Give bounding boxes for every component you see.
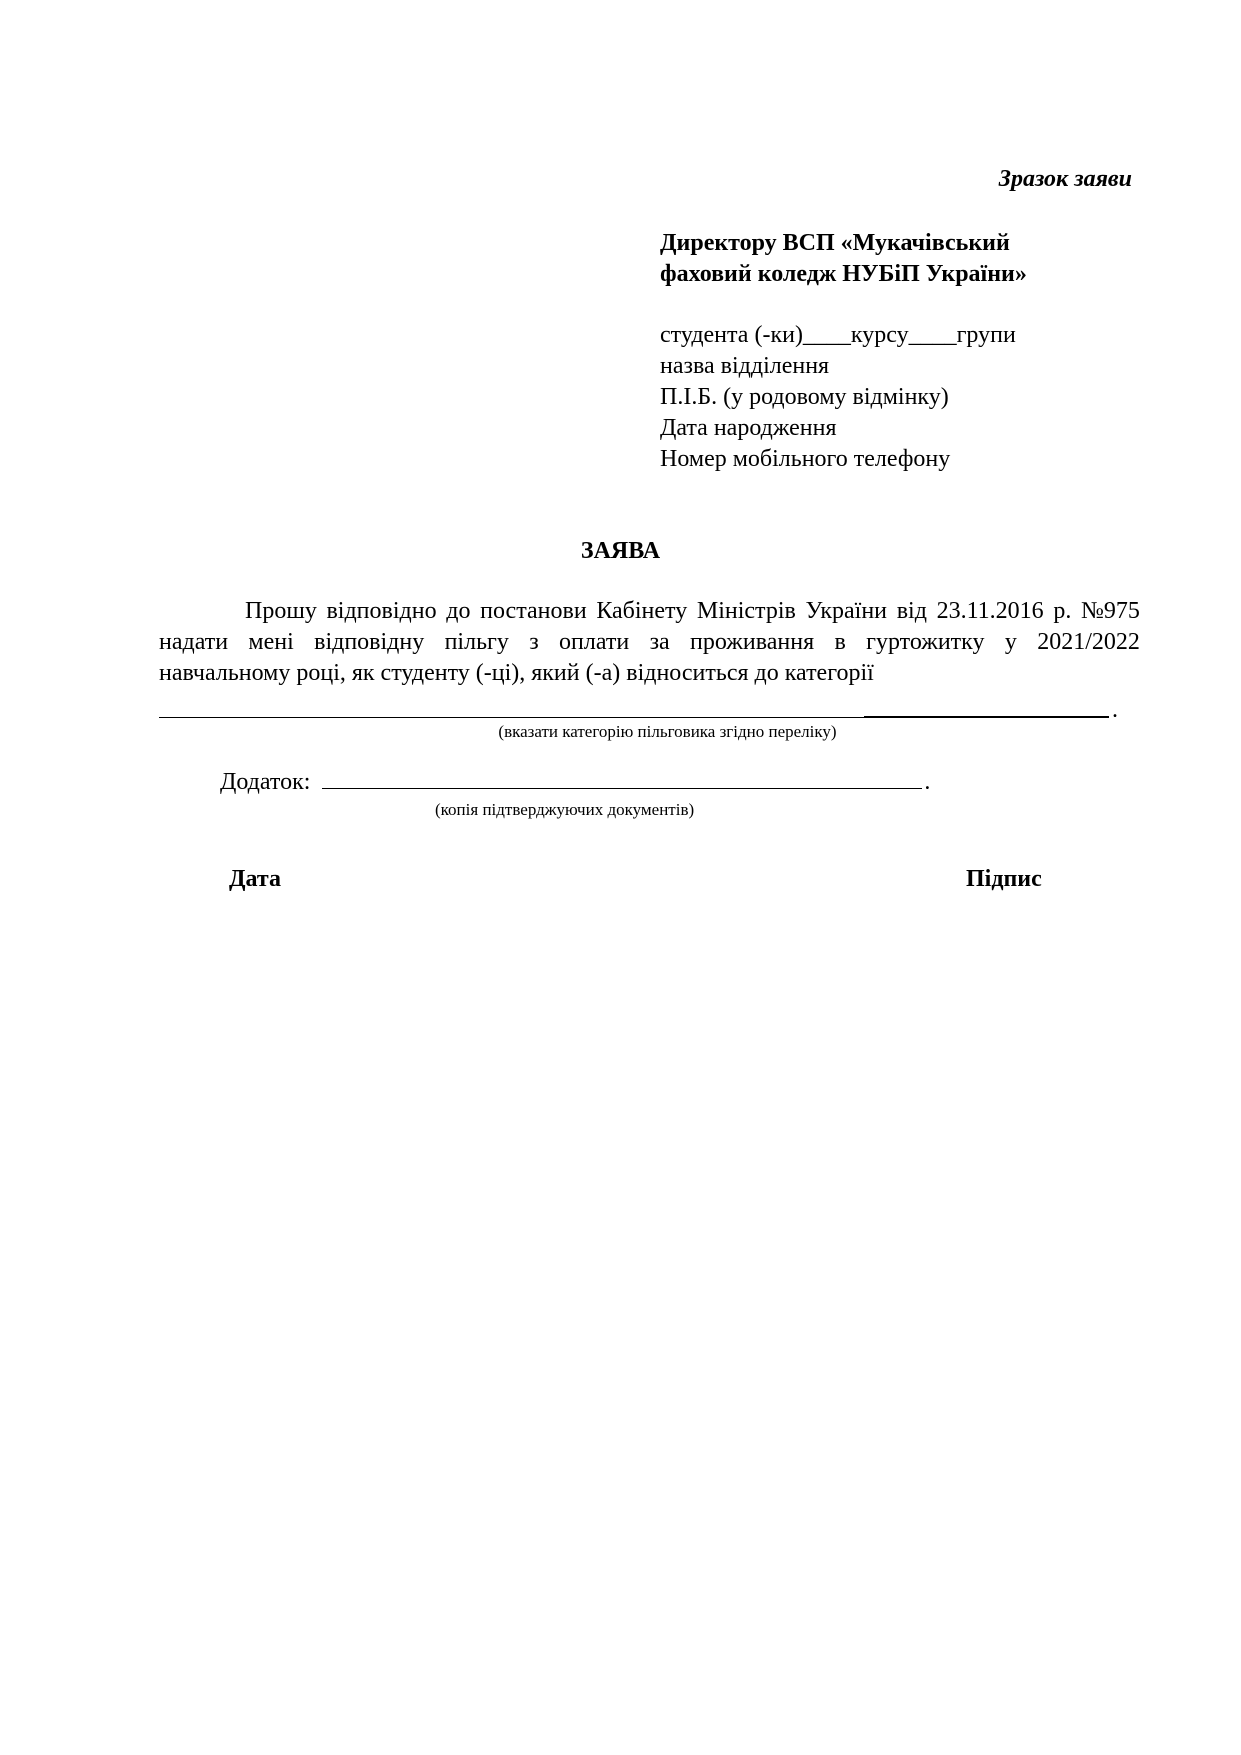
signature-label: Підпис bbox=[966, 866, 1042, 892]
attachment-row bbox=[220, 766, 930, 797]
category-hint: (вказати категорію пільговика згідно переліку) bbox=[498, 722, 837, 741]
body-word: 23.11.2016 bbox=[936, 598, 1044, 624]
body-word: від bbox=[896, 598, 927, 624]
addressee-line: фаховий коледж НУБіП України» bbox=[660, 261, 1027, 287]
category-underline bbox=[159, 717, 864, 718]
addressee-line: Директору ВСП «Мукачівський bbox=[660, 230, 1010, 256]
body-word: до bbox=[446, 598, 471, 624]
body-word: за bbox=[649, 629, 670, 655]
sender-full-name: П.І.Б. (у родовому відмінку) bbox=[660, 384, 949, 410]
application-body bbox=[159, 596, 1140, 689]
sender-phone: Номер мобільного телефону bbox=[660, 446, 951, 472]
attachment-hint: (копія підтверджуючих документів) bbox=[435, 800, 695, 819]
body-word: відповідну bbox=[314, 629, 425, 655]
sender-birth-date: Дата народження bbox=[660, 415, 837, 441]
body-line-1 bbox=[159, 596, 1140, 627]
body-word: Кабінету bbox=[596, 598, 688, 624]
category-fill-line[interactable] bbox=[159, 692, 1118, 723]
body-word: оплати bbox=[559, 629, 630, 655]
sender-department: назва відділення bbox=[660, 353, 830, 379]
sample-label: Зразок заяви bbox=[998, 166, 1132, 192]
sender-block bbox=[660, 320, 1016, 475]
body-word: Міністрів bbox=[696, 598, 796, 624]
document-title: ЗАЯВА bbox=[580, 538, 661, 564]
body-word: пільгу bbox=[444, 629, 509, 655]
sender-course-group: студента (-ки)____курсу____групи bbox=[660, 322, 1016, 348]
body-word: України bbox=[805, 598, 888, 624]
body-word: 2021/2022 bbox=[1037, 629, 1140, 655]
date-label: Дата bbox=[229, 866, 281, 892]
attachment-label: Додаток: bbox=[220, 769, 311, 795]
body-word: мені bbox=[248, 629, 294, 655]
body-word: гуртожитку bbox=[866, 629, 985, 655]
category-end-period: . bbox=[1112, 697, 1118, 723]
body-line-3 bbox=[159, 658, 1140, 689]
body-word: Прошу bbox=[245, 598, 317, 624]
body-line-2 bbox=[159, 627, 1140, 658]
body-word: надати bbox=[159, 629, 229, 655]
body-word: р. bbox=[1053, 598, 1072, 624]
body-word: №975 bbox=[1080, 598, 1140, 624]
body-word: постанови bbox=[480, 598, 587, 624]
body-word: в bbox=[834, 629, 846, 655]
body-word: відповідно bbox=[326, 598, 437, 624]
attachment-fill-line[interactable] bbox=[322, 766, 922, 789]
category-underline-bold bbox=[864, 716, 1109, 718]
addressee-block bbox=[660, 228, 1027, 290]
body-word: проживання bbox=[690, 629, 815, 655]
attachment-end-period: . bbox=[924, 769, 931, 795]
body-word: з bbox=[529, 629, 539, 655]
body-word: у bbox=[1004, 629, 1017, 655]
body-line-3-text: навчальному році, як студенту (-ці), який (-а) відноситься до категорії bbox=[159, 660, 874, 686]
